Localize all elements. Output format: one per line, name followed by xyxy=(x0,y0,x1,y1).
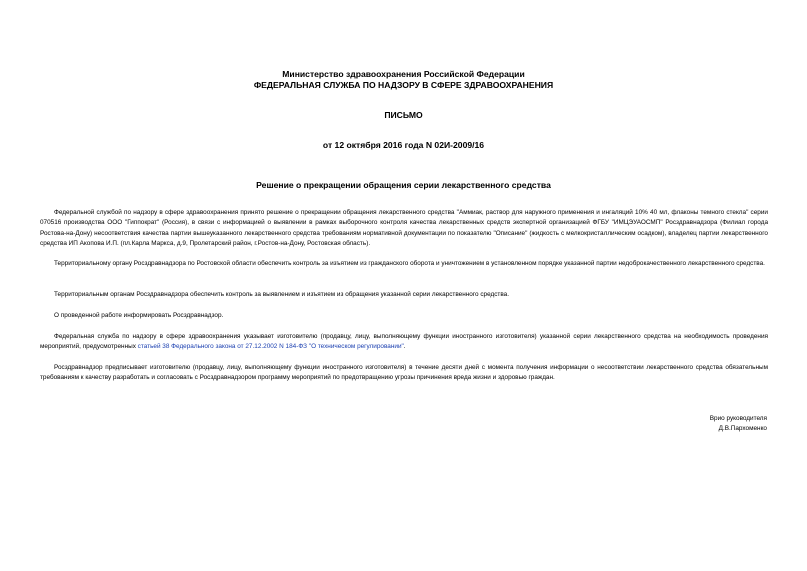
paragraph-decision: Федеральной службой по надзору в сфере здравоохранения принято решение о прекращении обращения лекарственного средства "Аммиак, раствор для наружного применения и ингаляций 10% 40 мл, флаконы темного стекла" серии 070516 производства ООО "Гиппократ" (Россия), в связи с информацией о выявлении в рамках выборочного контроля качества лекарственных средств экспертной организацией ФГБУ "ИМЦЭУАОСМП" Росздравнадзора (Филиал города Ростова-на-Дону) несоответствия качества партии вышеуказанного лекарственного средства требованиям нормативной документации по показателю "Описание" (жидкость с мелкокристаллическим осадком), владелец партии лекарственного средства ИП Акопова И.П. (пл.Карла Маркса, д.9, Пролетарский район, г.Ростов-на-Дону, Ростовская область). xyxy=(40,209,768,247)
paragraph-regional-control: Территориальному органу Росздравнадзора по Ростовской области обеспечить контроль за изъятием из гражданского оборота и уничтожением в установленном порядке указанной партии недоброкачественного лекарственного средства. xyxy=(54,260,765,267)
document-title: Решение о прекращении обращения серии лекарственного средства xyxy=(256,180,551,190)
signatory-position: Врио руководителя xyxy=(709,415,767,422)
paragraph-inform: О проведенной работе информировать Росздравнадзор. xyxy=(54,312,224,319)
paragraph-prescription: Росздравнадзор предписывает изготовителю (продавцу, лицу, выполняющему функции иностранного изготовителя) в течение десяти дней с момента получения информации о несоответствии лекарственного средства обязательным требованиям к качеству разработать и согласовать с Росздравнадзором программу мероприятий по предотвращению угрозы причинения вреда жизни и здоровью граждан. xyxy=(40,364,768,382)
document-date-number: от 12 октября 2016 года N 02И-2009/16 xyxy=(322,140,485,150)
paragraph-territorial-control: Территориальным органам Росздравнадзора обеспечить контроль за выявлением и изъятием из обращения указанной серии лекарственного средства. xyxy=(54,291,510,298)
paragraph-text: Федеральная служба по надзору в сфере здравоохранения указывает изготовителю (продавцу, лицу, выполняющему функции иностранного изготовителя) указанной серии лекарственного средства на необходимость проведения мероприятий, предусмотренных xyxy=(40,333,768,351)
paragraph-text-end: . xyxy=(403,343,406,351)
document-type: ПИСЬМО xyxy=(384,110,423,120)
paragraph-manufacturer-measures xyxy=(40,332,768,353)
signatory-name: Д.В.Пархоменко xyxy=(718,425,767,432)
law-article-link[interactable]: статьей 38 Федерального закона от 27.12.2002 N 184-ФЗ "О техническом регулировании" xyxy=(137,343,404,351)
service-name: ФЕДЕРАЛЬНАЯ СЛУЖБА ПО НАДЗОРУ В СФЕРЕ ЗДРАВООХРАНЕНИЯ xyxy=(253,80,554,90)
ministry-name: Министерство здравоохранения Российской Федерации xyxy=(282,69,525,79)
